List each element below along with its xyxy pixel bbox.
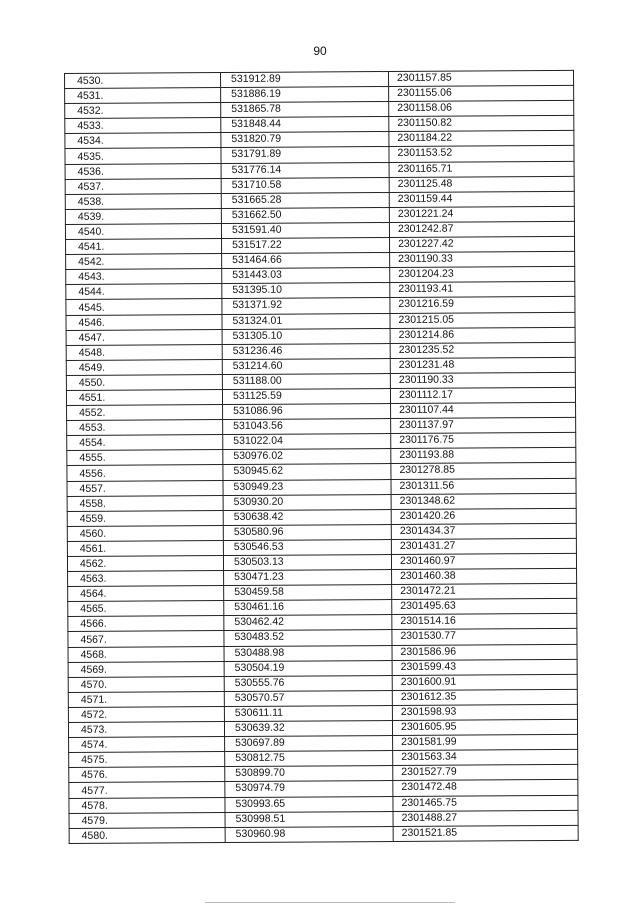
x-coordinate-cell: 530899.70: [225, 766, 393, 782]
y-coordinate-cell: 2301165.71: [389, 161, 574, 177]
x-coordinate-cell: 531886.19: [221, 87, 389, 103]
y-coordinate-cell: 2301125.48: [389, 176, 574, 192]
point-number-cell: 4563.: [68, 571, 224, 587]
y-coordinate-cell: 2301598.93: [392, 704, 577, 720]
point-number-cell: 4577.: [69, 782, 225, 798]
point-number-cell: 4534.: [65, 133, 221, 149]
y-coordinate-cell: 2301605.95: [392, 719, 577, 735]
y-coordinate-cell: 2301190.33: [390, 252, 575, 268]
y-coordinate-cell: 2301586.96: [392, 644, 577, 660]
point-number-cell: 4553.: [67, 420, 223, 436]
point-number-cell: 4557.: [67, 480, 223, 496]
x-coordinate-cell: 531710.58: [221, 177, 389, 193]
y-coordinate-cell: 2301216.59: [390, 297, 575, 313]
point-number-cell: 4542.: [66, 254, 222, 270]
point-number-cell: 4537.: [65, 178, 221, 194]
x-coordinate-cell: 530697.89: [225, 736, 393, 752]
y-coordinate-cell: 2301465.75: [393, 795, 578, 811]
point-number-cell: 4572.: [68, 706, 224, 722]
x-coordinate-cell: 530812.75: [225, 751, 393, 767]
x-coordinate-cell: 531324.01: [222, 313, 390, 329]
x-coordinate-cell: 531791.89: [221, 147, 389, 163]
point-number-cell: 4530.: [65, 73, 221, 89]
x-coordinate-cell: 530461.16: [224, 600, 392, 616]
x-coordinate-cell: 530580.96: [223, 524, 391, 540]
point-number-cell: 4547.: [66, 329, 222, 345]
point-number-cell: 4564.: [68, 586, 224, 602]
x-coordinate-cell: 531043.56: [223, 419, 391, 435]
point-number-cell: 4550.: [66, 374, 222, 390]
y-coordinate-cell: 2301242.87: [389, 221, 574, 237]
point-number-cell: 4566.: [68, 616, 224, 632]
x-coordinate-cell: 530930.20: [223, 494, 391, 510]
point-number-cell: 4543.: [66, 269, 222, 285]
y-coordinate-cell: 2301193.88: [391, 448, 576, 464]
y-coordinate-cell: 2301158.06: [389, 101, 574, 117]
x-coordinate-cell: 531848.44: [221, 117, 389, 133]
y-coordinate-cell: 2301581.99: [393, 735, 578, 751]
y-coordinate-cell: 2301530.77: [392, 629, 577, 645]
y-coordinate-cell: 2301472.48: [393, 780, 578, 796]
y-coordinate-cell: 2301193.41: [390, 282, 575, 298]
y-coordinate-cell: 2301157.85: [388, 70, 573, 86]
point-number-cell: 4549.: [66, 359, 222, 375]
y-coordinate-cell: 2301431.27: [391, 538, 576, 554]
footer-rule: [205, 902, 455, 903]
y-coordinate-cell: 2301184.22: [389, 131, 574, 147]
point-number-cell: 4554.: [67, 435, 223, 451]
x-coordinate-cell: 531086.96: [223, 404, 391, 420]
x-coordinate-cell: 531820.79: [221, 132, 389, 148]
y-coordinate-cell: 2301221.24: [389, 206, 574, 222]
point-number-cell: 4574.: [69, 737, 225, 753]
point-number-cell: 4575.: [69, 752, 225, 768]
x-coordinate-cell: 530459.58: [224, 585, 392, 601]
coordinates-table-body: [65, 70, 579, 843]
y-coordinate-cell: 2301311.56: [391, 478, 576, 494]
point-number-cell: 4570.: [68, 676, 224, 692]
point-number-cell: 4565.: [68, 601, 224, 617]
x-coordinate-cell: 531125.59: [222, 388, 390, 404]
point-number-cell: 4561.: [67, 540, 223, 556]
x-coordinate-cell: 531305.10: [222, 328, 390, 344]
x-coordinate-cell: 530960.98: [225, 826, 393, 842]
point-number-cell: 4551.: [66, 390, 222, 406]
page-number: 90: [313, 44, 327, 58]
point-number-cell: 4573.: [68, 722, 224, 738]
y-coordinate-cell: 2301159.44: [389, 191, 574, 207]
y-coordinate-cell: 2301227.42: [390, 236, 575, 252]
x-coordinate-cell: 531865.78: [221, 102, 389, 118]
point-number-cell: 4541.: [66, 239, 222, 255]
x-coordinate-cell: 530998.51: [225, 811, 393, 827]
x-coordinate-cell: 531464.66: [222, 253, 390, 269]
point-number-cell: 4544.: [66, 284, 222, 300]
point-number-cell: 4559.: [67, 510, 223, 526]
x-coordinate-cell: 530976.02: [223, 449, 391, 465]
point-number-cell: 4571.: [68, 691, 224, 707]
x-coordinate-cell: 530546.53: [223, 539, 391, 555]
y-coordinate-cell: 2301176.75: [391, 433, 576, 449]
point-number-cell: 4540.: [65, 223, 221, 239]
x-coordinate-cell: 530949.23: [223, 479, 391, 495]
x-coordinate-cell: 530974.79: [225, 781, 393, 797]
y-coordinate-cell: 2301155.06: [389, 85, 574, 101]
y-coordinate-cell: 2301488.27: [393, 810, 578, 826]
x-coordinate-cell: 530639.32: [224, 721, 392, 737]
y-coordinate-cell: 2301235.52: [390, 342, 575, 358]
point-number-cell: 4580.: [69, 827, 225, 843]
point-number-cell: 4569.: [68, 661, 224, 677]
y-coordinate-cell: 2301600.91: [392, 674, 577, 690]
point-number-cell: 4568.: [68, 646, 224, 662]
x-coordinate-cell: 530570.57: [224, 690, 392, 706]
y-coordinate-cell: 2301460.38: [392, 568, 577, 584]
x-coordinate-cell: 531188.00: [222, 373, 390, 389]
y-coordinate-cell: 2301137.97: [391, 418, 576, 434]
y-coordinate-cell: 2301107.44: [391, 402, 576, 418]
y-coordinate-cell: 2301563.34: [393, 750, 578, 766]
y-coordinate-cell: 2301204.23: [390, 267, 575, 283]
x-coordinate-cell: 531591.40: [221, 222, 389, 238]
x-coordinate-cell: 530945.62: [223, 464, 391, 480]
point-number-cell: 4558.: [67, 495, 223, 511]
y-coordinate-cell: 2301190.33: [390, 372, 575, 388]
y-coordinate-cell: 2301278.85: [391, 463, 576, 479]
point-number-cell: 4560.: [67, 525, 223, 541]
x-coordinate-cell: 530488.98: [224, 645, 392, 661]
y-coordinate-cell: 2301599.43: [392, 659, 577, 675]
x-coordinate-cell: 530504.19: [224, 660, 392, 676]
point-number-cell: 4579.: [69, 812, 225, 828]
y-coordinate-cell: 2301527.79: [393, 765, 578, 781]
point-number-cell: 4545.: [66, 299, 222, 315]
point-number-cell: 4546.: [66, 314, 222, 330]
point-number-cell: 4533.: [65, 118, 221, 134]
y-coordinate-cell: 2301150.82: [389, 116, 574, 132]
coordinates-table: [64, 70, 579, 844]
point-number-cell: 4567.: [68, 631, 224, 647]
x-coordinate-cell: 531443.03: [222, 268, 390, 284]
x-coordinate-cell: 531776.14: [221, 162, 389, 178]
x-coordinate-cell: 530503.13: [223, 555, 391, 571]
y-coordinate-cell: 2301521.85: [393, 825, 578, 841]
y-coordinate-cell: 2301231.48: [390, 357, 575, 373]
x-coordinate-cell: 530638.42: [223, 509, 391, 525]
y-coordinate-cell: 2301214.86: [390, 327, 575, 343]
y-coordinate-cell: 2301420.26: [391, 508, 576, 524]
x-coordinate-cell: 530471.23: [224, 570, 392, 586]
x-coordinate-cell: 530555.76: [224, 675, 392, 691]
point-number-cell: 4576.: [69, 767, 225, 783]
y-coordinate-cell: 2301495.63: [392, 599, 577, 615]
y-coordinate-cell: 2301514.16: [392, 614, 577, 630]
point-number-cell: 4535.: [65, 148, 221, 164]
x-coordinate-cell: 531662.50: [221, 207, 389, 223]
y-coordinate-cell: 2301153.52: [389, 146, 574, 162]
point-number-cell: 4555.: [67, 450, 223, 466]
point-number-cell: 4531.: [65, 88, 221, 104]
x-coordinate-cell: 531022.04: [223, 434, 391, 450]
x-coordinate-cell: 531517.22: [222, 238, 390, 254]
x-coordinate-cell: 530993.65: [225, 796, 393, 812]
x-coordinate-cell: 530483.52: [224, 630, 392, 646]
point-number-cell: 4532.: [65, 103, 221, 119]
y-coordinate-cell: 2301348.62: [391, 493, 576, 509]
point-number-cell: 4548.: [66, 344, 222, 360]
x-coordinate-cell: 531395.10: [222, 283, 390, 299]
x-coordinate-cell: 531912.89: [221, 72, 389, 88]
x-coordinate-cell: 531665.28: [221, 192, 389, 208]
y-coordinate-cell: 2301215.05: [390, 312, 575, 328]
y-coordinate-cell: 2301612.35: [392, 689, 577, 705]
point-number-cell: 4578.: [69, 797, 225, 813]
point-number-cell: 4556.: [67, 465, 223, 481]
x-coordinate-cell: 530611.11: [224, 705, 392, 721]
x-coordinate-cell: 530462.42: [224, 615, 392, 631]
x-coordinate-cell: 531236.46: [222, 343, 390, 359]
x-coordinate-cell: 531371.92: [222, 298, 390, 314]
y-coordinate-cell: 2301112.17: [390, 387, 575, 403]
point-number-cell: 4536.: [65, 163, 221, 179]
y-coordinate-cell: 2301472.21: [392, 584, 577, 600]
y-coordinate-cell: 2301460.97: [391, 553, 576, 569]
point-number-cell: 4538.: [65, 193, 221, 209]
point-number-cell: 4562.: [67, 556, 223, 572]
table-row: [69, 825, 578, 843]
y-coordinate-cell: 2301434.37: [391, 523, 576, 539]
point-number-cell: 4539.: [65, 208, 221, 224]
x-coordinate-cell: 531214.60: [222, 358, 390, 374]
point-number-cell: 4552.: [67, 405, 223, 421]
